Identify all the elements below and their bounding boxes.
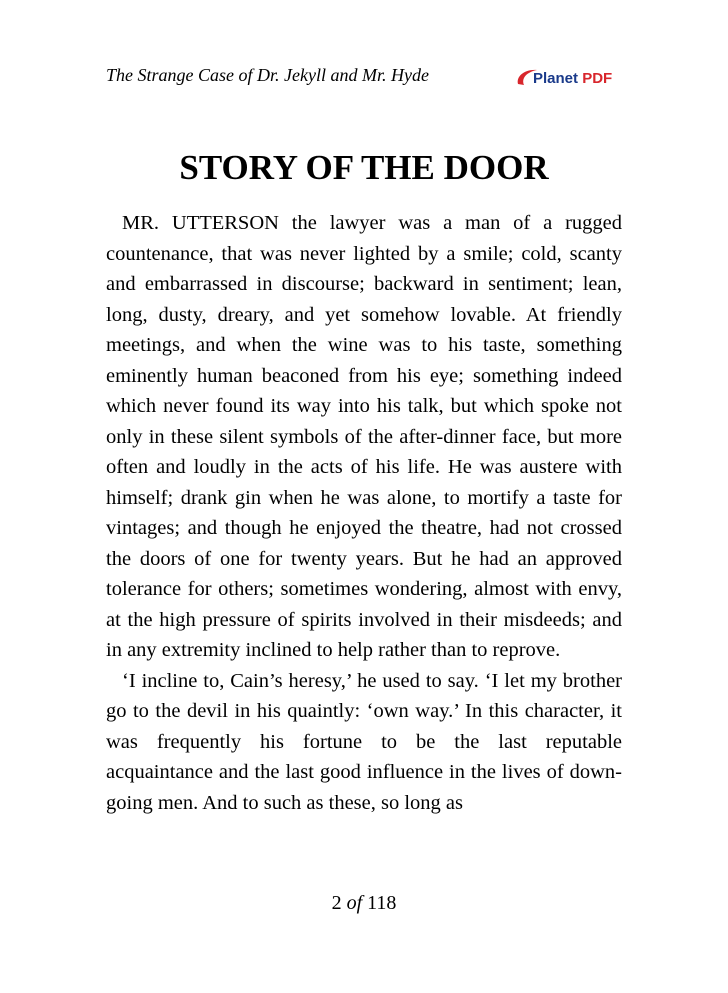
page-number xyxy=(0,891,728,915)
planet-pdf-logo xyxy=(515,66,627,88)
page-current: 2 xyxy=(331,892,342,914)
page-of-label: of xyxy=(346,892,363,914)
body-text xyxy=(106,208,622,818)
book-title: The Strange Case of Dr. Jekyll and Mr. Hyde xyxy=(106,65,429,85)
logo-text: Planet PDF xyxy=(533,70,613,87)
running-header xyxy=(106,64,626,94)
page-total: 118 xyxy=(367,892,397,914)
paragraph: MR. UTTERSON the lawyer was a man of a rugged countenance, that was never lighted by a smile; cold, scanty and embarrassed in discourse; backward in sentiment; lean, long, dusty, dreary, and yet somehow lovable. At friendly meetings, and when the wine was to his taste, something eminently human beaconed from his eye; something indeed which never found its way into his talk, but which spoke not only in these silent symbols of the after-dinner face, but more often and loudly in the acts of his life. He was austere with himself; drank gin when he was alone, to mortify a taste for vintages; and though he enjoyed the theatre, had not crossed the doors of one for twenty years. But he had an approved tolerance for others; sometimes wondering, almost with envy, at the high pressure of spirits involved in their misdeeds; and in any extremity inclined to help rather than to reprove. xyxy=(106,212,622,661)
chapter-title: STORY OF THE DOOR xyxy=(179,148,549,187)
paragraph: ‘I incline to, Cain’s heresy,’ he used to say. ‘I let my brother go to the devil in his quaintly: ‘own way.’ In this character, it was frequently his fortune to be the last reputable acquaintance and the last good influence in the lives of down-going men. And to such as these, so long as xyxy=(106,669,622,814)
